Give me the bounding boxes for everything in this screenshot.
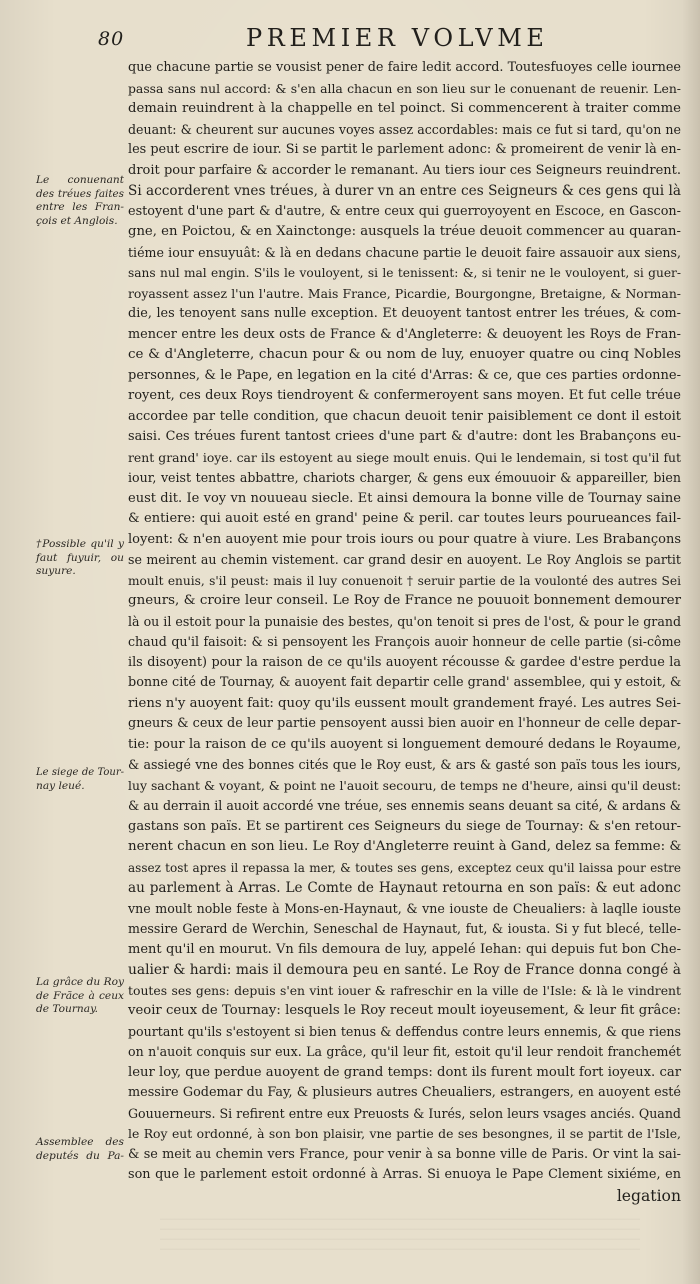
text-line: vne moult noble feste à Mons-en-Haynaut, & vne iouste de Cheualiers: à laqlle iouste — [128, 900, 681, 916]
text-line: son que le parlement estoit ordonné à Arras. Si enuoya le Pape Clement sixiéme, en — [128, 1167, 681, 1182]
text-line: luy sachant & voyant, & point ne l'auoit secouru, de temps ne d'heure, ainsi qu'il deust: — [128, 777, 681, 793]
text-line: messire Gerard de Werchin, Seneschal de Haynaut, fut, & iousta. Si y fut blecé, telle- — [128, 921, 681, 936]
text-line: droit pour parfaire & accorder le remanant. Au tiers iour ces Seigneurs reuindrent. — [128, 162, 681, 178]
text-line: sans nul mal engin. S'ils le vouloyent, si le tenissent: &, si tenir ne le vouloyent, si guer- — [128, 266, 681, 280]
text-line: pourtant qu'ils s'estoyent si bien tenus & deffendus contre leurs ennemis, & que riens — [128, 1023, 681, 1039]
margin-note-possible-reading — [36, 538, 124, 579]
text-line: riens n'y auoyent fait: quoy qu'ils eussent moult grandement frayé. Les autres Sei- — [128, 695, 681, 711]
text-line: gneurs & ceux de leur partie pensoyent aussi bien auoir en l'honneur de celle depar- — [128, 716, 681, 731]
margin-note-line: †Possible qu'il y — [36, 538, 124, 550]
text-line: que chacune partie se vousist pener de faire ledit accord. Toutesfuoyes celle iournee — [128, 60, 681, 75]
text-line: le Roy eut ordonné, à son bon plaisir, vne partie de ses besongnes, il se partit de l'Isle, — [128, 1126, 681, 1141]
margin-note-siege-lifted — [36, 766, 124, 793]
margin-note-line: Assemblee des — [36, 1136, 124, 1148]
text-line: chaud qu'il faisoit: & si pensoyent les François auoir honneur de celle partie (si-côme — [128, 634, 681, 649]
catchword: legation — [616, 1186, 681, 1205]
text-line: passa sans nul accord: & s'en alla chacun en son lieu sur le conuenant de reuenir. Len- — [128, 80, 681, 96]
margin-note-line: çois et Anglois. — [36, 214, 118, 227]
margin-note-papal-deputies — [36, 1136, 124, 1163]
text-line: saisi. Ces tréues furent tantost criees d'une part & d'autre: dont les Brabançons eu- — [128, 429, 681, 444]
text-line: eust dit. Ie voy vn nouueau siecle. Et ainsi demoura la bonne ville de Tournay saine — [128, 490, 681, 506]
text-line: estoyent d'une part & d'autre, & entre ceux qui guerroyoyent en Escoce, en Gascon- — [128, 203, 681, 219]
text-line: ment qu'il en mourut. Vn fils demoura de luy, appelé Iehan: qui depuis fut bon Che- — [128, 941, 681, 957]
text-line: deuant: & cheurent sur aucunes voyes assez accordables: mais ce fut si tard, qu'on ne — [128, 121, 681, 137]
margin-note-line: La grâce du Roy — [36, 976, 124, 988]
text-line: messire Godemar du Fay, & plusieurs autres Cheualiers, estrangers, en auoyent esté — [128, 1085, 681, 1100]
margin-note-line: de Tournay. — [36, 1003, 99, 1016]
text-line: iour, veist tentes abbattre, chariots charger, & gens eux émouuoir & appareiller, bien — [128, 470, 681, 485]
text-line: royent, ces deux Roys tiendroyent & confermeroyent sans moyen. Et fut celle tréue — [128, 388, 681, 403]
margin-note-line: de Frãce à ceux — [36, 989, 124, 1002]
text-line: tiéme iour ensuyuât: & là en dedans chacune partie le deuoit faire assauoir aux siens, — [128, 244, 681, 260]
text-line: mencer entre les deux osts de France & d'Angleterre: & deuoyent les Roys de Fran- — [128, 326, 681, 342]
text-line: & au derrain il auoit accordé vne tréue, ses ennemis seans deuant sa cité, & ardans & — [128, 798, 681, 813]
text-line: die, les tenoyent sans nulle exception. Et deuoyent tantost entrer les tréues, & com- — [128, 306, 681, 321]
text-line: & se meit au chemin vers France, pour venir à sa bonne ville de Paris. Or vint la sai- — [128, 1146, 681, 1162]
page-gutter-shadow — [682, 0, 700, 1284]
page-number: 80 — [98, 28, 125, 50]
text-line: moult enuis, s'il peust: mais il luy conuenoit † seruir partie de la voulonté des autres Sei — [128, 573, 681, 588]
text-line: ualier & hardi: mais il demoura peu en santé. Le Roy de France donna congé à — [128, 962, 681, 978]
margin-note-truce-covenant — [36, 174, 124, 228]
text-line: ce & d'Angleterre, chacun pour & ou nom de luy, enuoyer quatre ou cinq Nobles — [128, 347, 681, 362]
text-line: les peut escrire de iour. Si se partit le parlement adonc: & promeirent de venir là en- — [128, 142, 681, 157]
text-line: Si accorderent vnes tréues, à durer vn an entre ces Seigneurs & ces gens qui là — [128, 183, 681, 199]
text-line: au parlement à Arras. Le Comte de Haynaut retourna en son païs: & eut adonc — [128, 880, 681, 896]
text-line: bonne cité de Tournay, & auoyent fait departir celle grand' assemblee, qui y estoit, & — [128, 675, 682, 690]
body-text — [128, 58, 681, 1206]
margin-note-line: deputés du Pa- — [36, 1149, 124, 1162]
text-line: gneurs, & croire leur conseil. Le Roy de France ne pouuoit bonnement demourer — [128, 593, 681, 608]
text-line: là ou il estoit pour la punaisie des bestes, qu'on tenoit si pres de l'ost, & pour le grand — [128, 613, 681, 629]
margin-note-line: suyure. — [36, 565, 76, 578]
text-line: ils disoyent) pour la raison de ce qu'ils auoyent récousse & gardee d'estre perdue la — [128, 654, 681, 670]
text-line: Gouuerneurs. Si refirent entre eux Preuosts & Iurés, selon leurs vsages anciés. Quand — [128, 1105, 681, 1121]
text-line: toutes ses gens: depuis s'en vint iouer & rafreschir en la ville de l'Isle: & là le vindrent — [128, 982, 681, 998]
text-line: demain reuindrent à la chappelle en tel poinct. Si commencerent à traiter comme — [128, 101, 681, 116]
page-header — [0, 24, 700, 54]
margin-note-kings-grace — [36, 976, 124, 1017]
text-line: accordee par telle condition, que chacun deuoit tenir paisiblement ce dont il estoit — [128, 408, 681, 424]
margin-note-line: des tréues faites — [36, 187, 124, 200]
running-title: PREMIER VOLVME — [246, 24, 549, 52]
text-line: & entiere: qui auoit esté en grand' peine & peril. car toutes leurs pourueances fail- — [128, 511, 681, 526]
margin-note-line: Le siege de Tour- — [36, 767, 124, 778]
text-line: gastans son païs. Et se partirent ces Seigneurs du siege de Tournay: & s'en retour- — [128, 818, 681, 834]
text-line: personnes, & le Pape, en legation en la cité d'Arras: & ce, que ces parties ordonne- — [128, 367, 681, 383]
text-line: veoir ceux de Tournay: lesquels le Roy receut moult ioyeusement, & leur fit grâce: — [128, 1003, 681, 1018]
text-line: nerent chacun en son lieu. Le Roy d'Angleterre reuint à Gand, delez sa femme: & — [128, 839, 682, 854]
margin-note-line: Le conuenant — [36, 174, 124, 186]
show-through-texture — [160, 1210, 640, 1250]
text-line: leur loy, que perdue auoyent de grand temps: dont ils furent moult fort ioyeux. car — [128, 1064, 681, 1080]
text-line: on n'auoit conquis sur eux. La grâce, qu'il leur fit, estoit qu'il leur rendoit franchemét — [128, 1044, 681, 1059]
margin-note-line: entre les Fran- — [36, 201, 124, 214]
text-line: loyent: & n'en auoyent mie pour trois iours ou pour quatre à viure. Les Brabançons — [128, 531, 681, 547]
text-line: tie: pour la raison de ce qu'ils auoyent si longuement demouré dedans le Royaume, — [128, 736, 681, 752]
text-line: assez tost apres il repassa la mer, & toutes ses gens, exceptez ceux qu'il laissa pour estre — [128, 860, 681, 875]
margin-note-line: nay leué. — [36, 779, 85, 792]
margin-note-line: faut fuyuir, ou — [36, 551, 124, 564]
text-line: royassent assez l'un l'autre. Mais France, Picardie, Bourgongne, Bretaigne, & Norman- — [128, 285, 681, 301]
text-line: se meirent au chemin vistement. car grand desir en auoyent. Le Roy Anglois se partit — [128, 552, 681, 567]
text-line: gne, en Poictou, & en Xainctonge: ausquels la tréue deuoit commencer au quaran- — [128, 224, 681, 239]
text-line: & assiegé vne des bonnes cités que le Roy eust, & ars & gasté son païs tous les iours, — [128, 757, 681, 772]
text-line: rent grand' ioye. car ils estoyent au siege moult enuis. Qui le lendemain, si tost qu'il fut — [128, 449, 681, 465]
